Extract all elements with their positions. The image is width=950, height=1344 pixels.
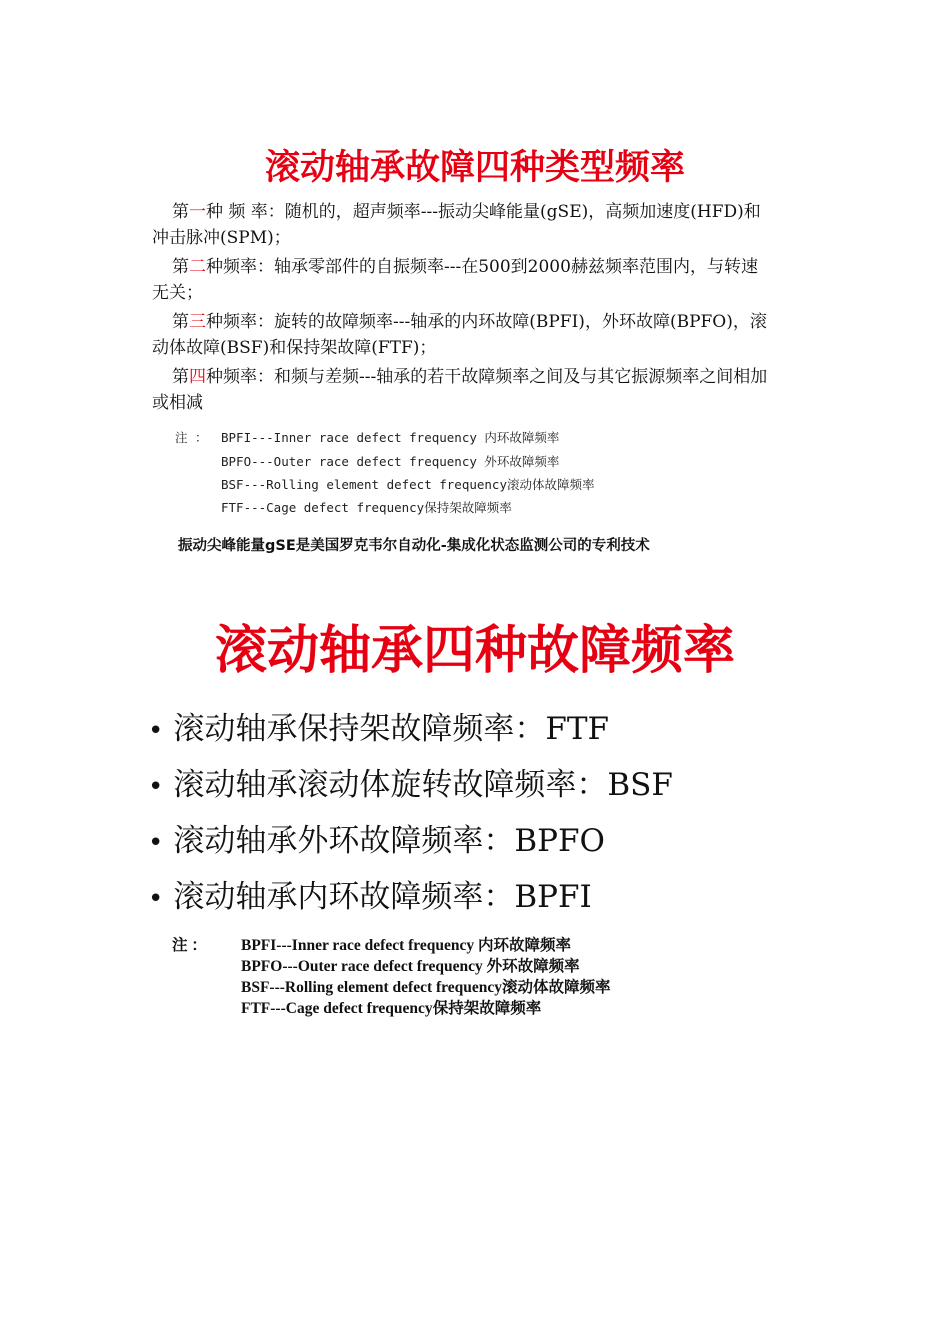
note2-cn: 保持架故障频率 <box>432 1000 542 1017</box>
note-line <box>221 475 595 493</box>
note2-label: 注 ： <box>172 937 207 954</box>
bullet-abbr: FTF <box>545 711 610 747</box>
note-abbr: FTF--- <box>221 500 267 515</box>
note2-cn: 外环故障频率 <box>486 958 580 975</box>
note2-en: BPFI---Inner race defect frequency <box>241 937 479 954</box>
bullet-cn: 滚动轴承保持架故障频率： <box>173 711 546 747</box>
bullet-abbr: BPFI <box>514 879 592 915</box>
bullet-cn: 滚动轴承内环故障频率： <box>173 879 515 915</box>
bullet-cn: 滚动轴承滚动体旋转故障频率： <box>173 767 608 803</box>
note2-cn: 内环故障频率 <box>478 937 572 954</box>
note2-line <box>241 933 571 955</box>
para-ordinal: 二 <box>189 257 206 277</box>
note-abbr: BPFO---O <box>221 454 282 469</box>
para-prefix: 第 <box>172 257 189 277</box>
note-en: uter race defect frequency <box>281 454 485 469</box>
note2-cn: 滚动体故障频率 <box>502 979 611 996</box>
note2-line <box>241 954 580 976</box>
bullet-abbr: BSF <box>607 767 673 803</box>
bullet-dot-icon: • <box>148 716 164 746</box>
note-abbr: BPFI---I <box>221 430 282 445</box>
para-ordinal: 一 <box>189 202 206 222</box>
para-text: 种频率：和频与差频---轴承的若干故障频率之间及与其它振源频率之间相加或相减 <box>152 367 768 413</box>
note-line <box>221 452 559 470</box>
note-line <box>221 428 559 446</box>
bullet-item <box>148 703 609 748</box>
note-en: Rolling element defect frequency <box>266 477 507 492</box>
bullet-dot-icon: • <box>148 828 164 858</box>
bullet-dot-icon: • <box>148 772 164 802</box>
note-cn: 滚动体故障频率 <box>506 477 595 492</box>
bullet-abbr: BPFO <box>514 823 605 859</box>
para-text: 种频率：旋转的故障频率---轴承的内环故障(BPFI)，外环故障(BPFO)，滚动体故障(BSF)和保持架故障(FTF)； <box>152 312 767 358</box>
para-text: 种 频 率：随机的，超声频率---振动尖峰能量(gSE)，高频加速度(HFD)和冲击脉冲(SPM)； <box>152 202 761 248</box>
para-prefix: 第 <box>172 367 189 387</box>
section2-title: 滚动轴承四种故障频率 <box>214 621 735 681</box>
note-en: Cage defect frequency <box>266 500 425 515</box>
bullet-item <box>148 871 592 916</box>
note2-en: FTF---Cage defect frequency <box>241 1000 433 1017</box>
bullet-item <box>148 759 673 804</box>
para-text: 种频率：轴承零部件的自振频率---在500到2000赫兹频率范围内，与转速无关； <box>152 257 758 303</box>
paragraph-2 <box>152 254 772 306</box>
note-cn: 保持架故障频率 <box>424 500 512 515</box>
note2-en: BSF---Rolling element defect frequency <box>241 979 503 996</box>
note-label: 注 ： <box>175 430 208 445</box>
para-prefix: 第 <box>172 312 189 332</box>
note2-line <box>241 975 611 997</box>
patent-note: 振动尖峰能量gSE是美国罗克韦尔自动化-集成化状态监测公司的专利技术 <box>178 538 650 554</box>
note-en: nner race defect frequency <box>281 430 485 445</box>
note-cn: 内环故障频率 <box>484 430 560 445</box>
bullet-cn: 滚动轴承外环故障频率： <box>173 823 515 859</box>
paragraph-3 <box>152 309 772 361</box>
bullet-item <box>148 815 605 860</box>
note-abbr: BSF--- <box>221 477 267 492</box>
bullet-dot-icon: • <box>148 884 164 914</box>
note-cn: 外环故障频率 <box>484 454 560 469</box>
note2-line <box>241 996 541 1018</box>
para-ordinal: 四 <box>189 367 206 387</box>
note-line <box>221 498 512 516</box>
paragraph-1 <box>152 199 772 251</box>
para-prefix: 第 <box>172 202 189 222</box>
section1-title: 滚动轴承故障四种类型频率 <box>264 148 685 188</box>
note2-en: BPFO---Outer race defect frequency <box>241 958 487 975</box>
paragraph-4 <box>152 364 772 416</box>
para-ordinal: 三 <box>189 312 206 332</box>
